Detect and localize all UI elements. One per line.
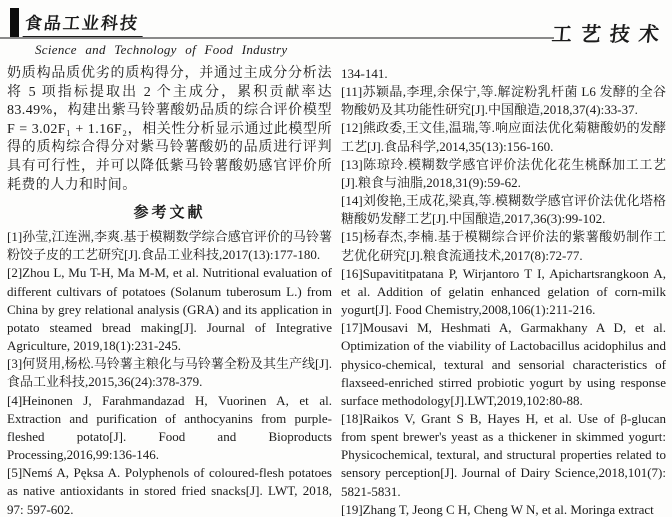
- references-list-right: [341, 83, 666, 517]
- right-column: [341, 65, 666, 517]
- section-label: 工艺技术: [550, 24, 669, 46]
- reference-item: [17]Mousavi M, Heshmati A, Garmakhany A D, et al. Optimization of the viability of Lactobacillus acidophilus and physico-chemical, textural and sensorial characteristics of flaxseed-enriched stirred probiotic yogurt by using response surface methodology[J].LWT,2019,102:80-88.: [341, 320, 666, 408]
- reference-item: [4]Heinonen J, Farahmandazad H, Vuorinen A, et al. Extraction and purification of anthocyanins from purple-fleshed potato[J]. Food and Bioproducts Processing,2016,99:136-146.: [7, 392, 332, 463]
- reference-item: [15]杨春杰,李楠.基于模糊综合评价法的紫薯酸奶制作工艺优化研究[J].粮食流通技术,2017(8):72-77.: [341, 229, 666, 263]
- references-heading: 参考文献: [133, 204, 206, 222]
- reference-item: [3]何贤用,杨松.马铃薯主粮化与马铃薯全粉及其生产线[J].食品工业科技,2015,36(24):378-379.: [7, 356, 332, 390]
- reference-item: [19]Zhang T, Jeong C H, Cheng W N, et al. Moringa extract: [341, 501, 654, 517]
- reference-item: [1]孙莹,江连洲,李爽.基于模糊数学综合感官评价的马铃薯粉饺子皮的工艺研究[J].食品工业科技,2017(13):177-180.: [7, 229, 332, 263]
- left-column: [7, 65, 332, 517]
- reference-continuation-line: 134-141.: [341, 66, 388, 81]
- logo-accent-bar: [10, 8, 19, 38]
- reference-item: [2]Zhou L, Mu T-H, Ma M-M, et al. Nutritional evaluation of different cultivars of potatoes (Solanum tuberosum L.) from China by grey relational analysis (GRA) and its application in potato steamed bread making[J]. Journal of Integrative Agriculture, 2019,18(1):231-245.: [7, 265, 332, 354]
- page-header: [0, 0, 672, 62]
- conclusion-paragraph: 奶质构品质优劣的质构得分，并通过主成分分析法将 5 项指标提取出 2 个主成分，累积贡献率达83.49%，构建出紫马铃薯酸奶品质的综合评价模型F = 3.02F₁ + 1.16F₂，相关性分析显示通过此模型所得的质构综合得分对紫马铃薯酸奶的品质进行评判具有可行性，并可以降低紫马铃薯酸奶感官评价所耗费的人力和时间。: [7, 66, 332, 193]
- reference-item: [14]刘俊艳,王成花,梁真,等.模糊数学感官评价法优化塔格糖酸奶发酵工艺[J].中国酿造,2017,36(3):99-102.: [341, 193, 666, 227]
- reference-item: [18]Raikos V, Grant S B, Hayes H, et al. Use of β-glucan from spent brewer's yeast as a thickener in skimmed yogurt: Physicochemical, textural, and structural properties related to sensory perception[J]. Journal of Dairy Science,2018,101(7): 5821-5831.: [341, 410, 666, 499]
- reference-item: [16]Supavititpatana P, Wirjantoro T I, Apichartsrangkoon A, et al. Addition of gelatin enhanced gelation of corn-milk yogurt[J]. Food Chemistry,2008,106(1):211-216.: [341, 265, 666, 318]
- reference-item: [12]熊政委,王文佳,温瑞,等.响应面法优化菊糖酸奶的发酵工艺[J].食品科学,2014,35(13):156-160.: [341, 120, 666, 154]
- journal-logo-chinese: 食品工业科技: [22, 9, 145, 38]
- header-divider-line: [0, 37, 554, 39]
- reference-item: [5]Nemś A, Pęksa A. Polyphenols of coloured-flesh potatoes as native antioxidants in stored fried snacks[J]. LWT, 2018, 97: 597-602.: [7, 465, 332, 517]
- article-body: [0, 62, 672, 517]
- references-list-left: [7, 228, 332, 517]
- reference-item: [13]陈琼玲.模糊数学感官评价法优化花生桃酥加工工艺[J].粮食与油脂,2018,31(9):59-62.: [341, 156, 666, 190]
- journal-name-english: Science and Technology of Food Industry: [35, 42, 288, 57]
- reference-item: [11]苏颖晶,李理,余保宁,等.解淀粉乳杆菌 L6 发酵的全谷物酸奶及其功能性研究[J].中国酿造,2018,37(4):33-37.: [341, 84, 666, 118]
